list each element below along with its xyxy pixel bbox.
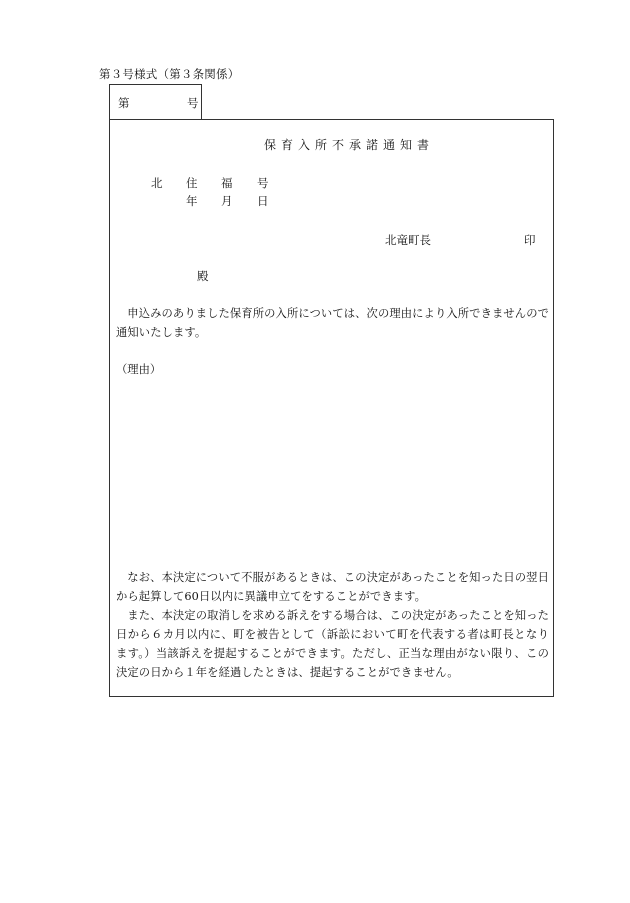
date-day-label: 日 [257,194,269,208]
number-prefix: 第 [118,96,130,110]
number-suffix: 号 [187,96,199,110]
form-label: 第３号様式（第３条関係） [99,67,240,81]
notice-form [109,119,554,697]
document-title: 保育入所不承諾通知書 [263,138,434,152]
date-month-label: 月 [221,194,233,208]
addressee-honorific: 殿 [197,269,209,283]
doc-number-part: 福 [221,176,233,190]
seal-mark: 印 [524,233,536,247]
date-year-label: 年 [186,194,198,208]
doc-number-part: 北 [151,176,163,190]
doc-number-part: 号 [257,176,269,190]
document-number-box [109,84,202,119]
body-text: 申込みのありました保育所の入所については、次の理由により入所できませんので通知いたします。 [116,307,549,339]
sender-name: 北竜町長 [385,233,431,247]
doc-number-part: 住 [186,176,198,190]
appeal-notice: なお、本決定について不服があるときは、この決定があったことを知った日の翌日から起算して60日以内に異議申立てをすることができます。 [116,571,549,603]
lawsuit-notice: また、本決定の取消しを求める訴えをする場合は、この決定があったことを知った日から６カ月以内に、町を被告として（訴訟において町を代表する者は町長となります。）当該訴えを提起することができます。ただし、正当な理由がない限り、この決定の日から１年を経過したときは、提起することができません。 [116,609,549,679]
reason-label: （理由） [116,363,162,376]
